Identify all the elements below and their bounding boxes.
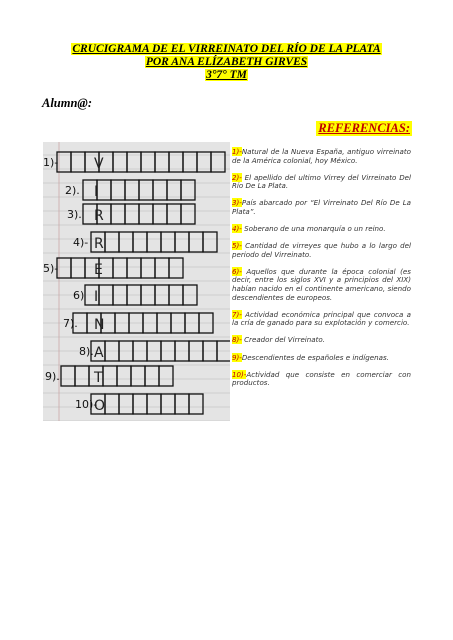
clue-number: 1)- — [43, 156, 59, 169]
title-line-3: 3°7° TM — [206, 69, 247, 81]
reference-item — [232, 371, 411, 388]
reference-number: 2)- — [232, 172, 242, 182]
references-list — [232, 148, 411, 396]
vertical-word-letter: O — [94, 398, 106, 414]
reference-item — [232, 225, 411, 234]
clue-number: 4)- — [73, 236, 89, 249]
reference-text: Aquellos que durante la época colonial (es decir, entre los siglos XVI y a principios del XIX) habían nacido en el continente americano, siendo descendientes de europeos. — [232, 266, 411, 302]
clue-number: 9). — [45, 370, 60, 383]
reference-number: 5)- — [232, 241, 242, 251]
reference-text: Descendientes de españoles e indígenas. — [241, 352, 389, 362]
reference-number: 7)- — [232, 309, 242, 319]
student-label: Alumn@: — [42, 96, 92, 110]
reference-number: 1)- — [232, 147, 242, 156]
vertical-word-letter: A — [94, 345, 104, 361]
reference-text: Actividad que consiste en comerciar con productos. — [232, 369, 411, 388]
reference-text: Creador del Virreinato. — [241, 335, 325, 345]
reference-item — [232, 336, 411, 345]
vertical-word-letter: R — [94, 208, 104, 224]
title-line-2: POR ANA ELÍZABETH GIRVES — [145, 56, 308, 68]
crossword-photo — [43, 142, 230, 421]
reference-item — [232, 148, 411, 165]
reference-item — [232, 268, 411, 302]
clue-number: 3). — [67, 208, 82, 221]
vertical-word-letter: T — [94, 370, 103, 386]
reference-number: 3)- — [232, 198, 242, 208]
crossword-grid — [43, 142, 230, 421]
clue-number: 2). — [65, 184, 80, 197]
reference-item — [232, 354, 411, 363]
references-heading: REFERENCIAS: — [318, 121, 410, 135]
clue-number: 10)- — [75, 398, 98, 411]
clue-number: 5)- — [43, 262, 59, 275]
vertical-word-letter: V — [94, 156, 104, 172]
reference-text: Actividad económica principal que convoca a la cría de ganado para su explotación y comercio. — [232, 309, 411, 328]
vertical-word-letter: I — [94, 289, 99, 305]
vertical-word-letter: N — [94, 317, 105, 333]
reference-number: 10)- — [232, 369, 247, 379]
title-line-1: CRUCIGRAMA DE EL VIRREINATO DEL RÍO DE LA PLATA — [72, 43, 381, 55]
reference-item — [232, 311, 411, 328]
reference-item — [232, 174, 411, 191]
clue-number: 8). — [79, 345, 94, 358]
reference-number: 6)- — [232, 266, 242, 276]
vertical-word-letter: E — [94, 262, 103, 278]
reference-text: País abarcado por “El Virreinato Del Río De La Plata”. — [232, 198, 411, 216]
reference-text: Cantidad de virreyes que hubo a lo largo del periodo del Virreinato. — [232, 241, 411, 259]
reference-number: 4)- — [232, 224, 242, 234]
document-title — [0, 43, 453, 82]
reference-text: Soberano de una monarquía o un reino. — [241, 224, 386, 234]
reference-number: 9)- — [232, 352, 242, 362]
clue-number: 6) — [73, 289, 85, 302]
reference-item — [232, 199, 411, 216]
reference-text: El apellido del ultimo Virrey del Virreinato Del Río De La Plata. — [232, 172, 411, 191]
vertical-word-letter: R — [94, 236, 104, 252]
reference-number: 8)- — [232, 335, 242, 345]
reference-text: Natural de la Nueva España, antiguo virreinato de la América colonial, hoy México. — [232, 147, 411, 165]
vertical-word-letter: I — [94, 184, 99, 200]
clue-number: 7). — [63, 317, 78, 330]
reference-item — [232, 242, 411, 259]
